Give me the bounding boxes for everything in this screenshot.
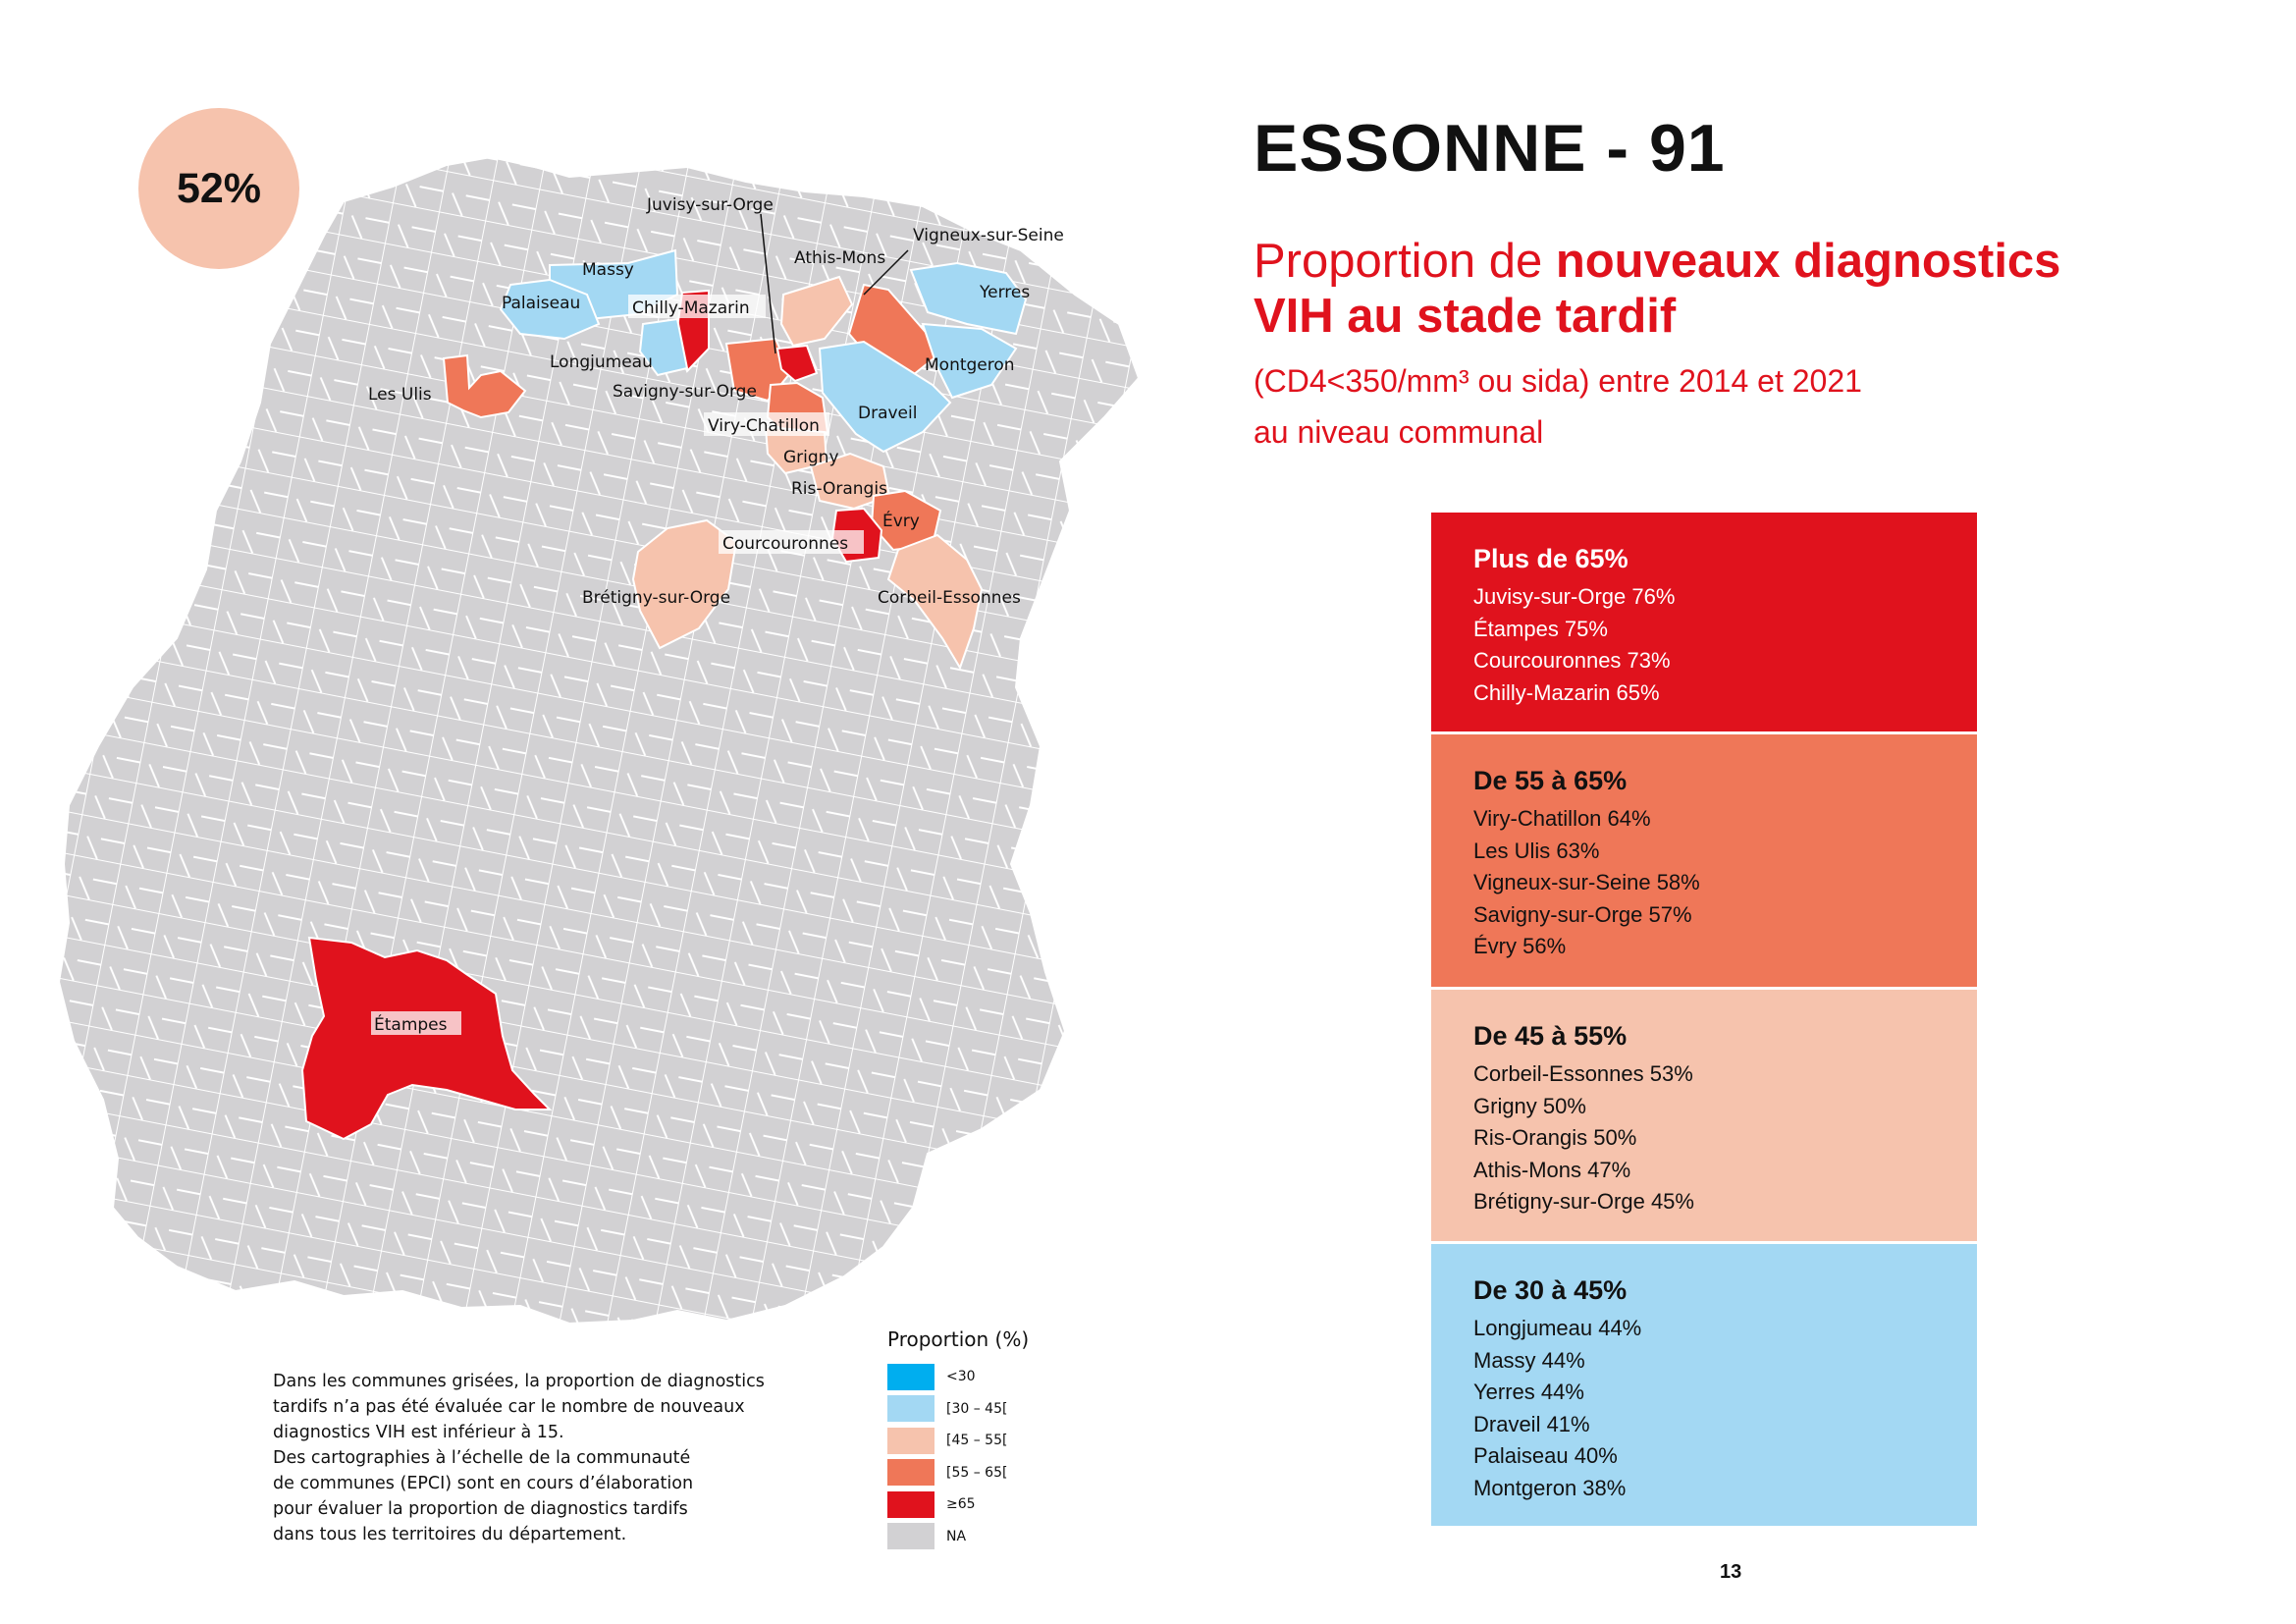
- label-massy: Massy: [582, 260, 634, 280]
- category-item: Étampes 75%: [1473, 616, 1608, 641]
- note-line: diagnostics VIH est inférieur à 15.: [273, 1423, 564, 1442]
- page-title: ESSONNE - 91: [1254, 111, 1726, 186]
- category-item: Les Ulis 63%: [1473, 838, 1600, 863]
- legend-swatch: [887, 1395, 934, 1422]
- category-item: Longjumeau 44%: [1473, 1316, 1642, 1340]
- label-chilly-mazarin: Chilly-Mazarin: [632, 298, 750, 318]
- label-corbeil-essonnes: Corbeil-Essonnes: [878, 588, 1021, 608]
- category-over-65: [1431, 513, 1977, 731]
- category-item: Draveil 41%: [1473, 1411, 1590, 1436]
- legend-item: [887, 1425, 1103, 1457]
- note-line: tardifs n’a pas été évaluée car le nombre de nouveaux: [273, 1397, 745, 1417]
- legend-swatch: [887, 1523, 934, 1549]
- label-evry: Évry: [882, 512, 920, 531]
- legend-item: [887, 1521, 1103, 1553]
- category-item: Courcouronnes 73%: [1473, 648, 1671, 673]
- note-line: Des cartographies à l’échelle de la communauté: [273, 1448, 691, 1468]
- label-bretigny-sur-orge: Brétigny-sur-Orge: [582, 588, 731, 608]
- subtitle-prefix: Proportion de: [1254, 235, 1556, 288]
- category-item: Viry-Chatillon 64%: [1473, 806, 1651, 831]
- legend-item: [887, 1393, 1103, 1426]
- legend-item: [887, 1361, 1103, 1393]
- label-vigneux-sur-seine: Vigneux-sur-Seine: [913, 226, 1064, 245]
- category-item: Yerres 44%: [1473, 1380, 1584, 1404]
- label-ris-orangis: Ris-Orangis: [791, 479, 887, 499]
- category-item: Grigny 50%: [1473, 1093, 1586, 1118]
- legend-label: ≥65: [946, 1496, 976, 1513]
- category-item: Palaiseau 40%: [1473, 1443, 1618, 1468]
- category-item: Chilly-Mazarin 65%: [1473, 679, 1660, 705]
- note-line: dans tous les territoires du département.: [273, 1525, 627, 1544]
- legend-label: [45 – 55[: [946, 1433, 1008, 1449]
- label-grigny: Grigny: [783, 448, 839, 467]
- category-item: Ris-Orangis 50%: [1473, 1125, 1637, 1150]
- methodology-note: [273, 1369, 862, 1547]
- category-heading: Plus de 65%: [1473, 544, 1629, 573]
- label-juvisy-sur-orge: Juvisy-sur-Orge: [647, 195, 774, 215]
- subtitle-detail-line-2: au niveau communal: [1254, 414, 1544, 450]
- overall-proportion-badge: 52%: [138, 108, 299, 269]
- page-number: 13: [1720, 1561, 1742, 1583]
- subtitle-bold: nouveaux diagnostics VIH au stade tardif: [1254, 235, 2061, 343]
- legend-swatch: [887, 1364, 934, 1390]
- note-line: de communes (EPCI) sont en cours d’élaboration: [273, 1474, 694, 1493]
- category-item: Montgeron 38%: [1473, 1475, 1627, 1500]
- category-item: Vigneux-sur-Seine 58%: [1473, 870, 1700, 894]
- label-etampes: Étampes: [374, 1015, 448, 1035]
- category-heading: De 55 à 65%: [1473, 766, 1628, 795]
- label-les-ulis: Les Ulis: [368, 385, 432, 405]
- subtitle-detail-line-1: (CD4<350/mm³ ou sida) entre 2014 et 2021: [1254, 363, 1862, 399]
- category-item: Massy 44%: [1473, 1347, 1585, 1373]
- category-item: Évry 56%: [1473, 934, 1567, 958]
- category-item: Athis-Mons 47%: [1473, 1157, 1631, 1182]
- legend-label: [55 – 65[: [946, 1464, 1008, 1481]
- label-courcouronnes: Courcouronnes: [722, 534, 849, 554]
- legend-swatch: [887, 1491, 934, 1518]
- label-longjumeau: Longjumeau: [550, 352, 653, 372]
- note-line: pour évaluer la proportion de diagnostics tardifs: [273, 1499, 688, 1519]
- category-55-65: [1431, 734, 1977, 987]
- label-viry-chatillon: Viry-Chatillon: [708, 416, 820, 436]
- legend-label: [30 – 45[: [946, 1400, 1008, 1417]
- category-item: Savigny-sur-Orge 57%: [1473, 901, 1692, 927]
- legend-label: <30: [946, 1369, 976, 1385]
- map-legend: [887, 1327, 1103, 1552]
- label-montgeron: Montgeron: [925, 355, 1015, 375]
- category-30-45: [1431, 1244, 1977, 1526]
- legend-title: Proportion (%): [887, 1327, 1030, 1351]
- essonne-commune-map: [0, 0, 1178, 1375]
- category-heading: De 30 à 45%: [1473, 1275, 1628, 1305]
- category-heading: De 45 à 55%: [1473, 1021, 1628, 1051]
- category-item: Juvisy-sur-Orge 76%: [1473, 584, 1676, 609]
- legend-label: NA: [946, 1528, 967, 1544]
- note-line: Dans les communes grisées, la proportion de diagnostics: [273, 1372, 765, 1391]
- legend-item: [887, 1457, 1103, 1489]
- subtitle: [1254, 234, 2137, 344]
- label-draveil: Draveil: [858, 404, 918, 423]
- subtitle-detail: [1254, 355, 2137, 458]
- label-palaiseau: Palaiseau: [502, 294, 581, 313]
- legend-swatch: [887, 1428, 934, 1454]
- legend-item: [887, 1489, 1103, 1521]
- category-item: Corbeil-Essonnes 53%: [1473, 1061, 1693, 1086]
- label-savigny-sur-orge: Savigny-sur-Orge: [613, 382, 757, 402]
- category-item: Brétigny-sur-Orge 45%: [1473, 1189, 1694, 1214]
- label-yerres: Yerres: [980, 283, 1031, 302]
- category-45-55: [1431, 990, 1977, 1241]
- label-athis-mons: Athis-Mons: [794, 248, 886, 268]
- legend-swatch: [887, 1459, 934, 1486]
